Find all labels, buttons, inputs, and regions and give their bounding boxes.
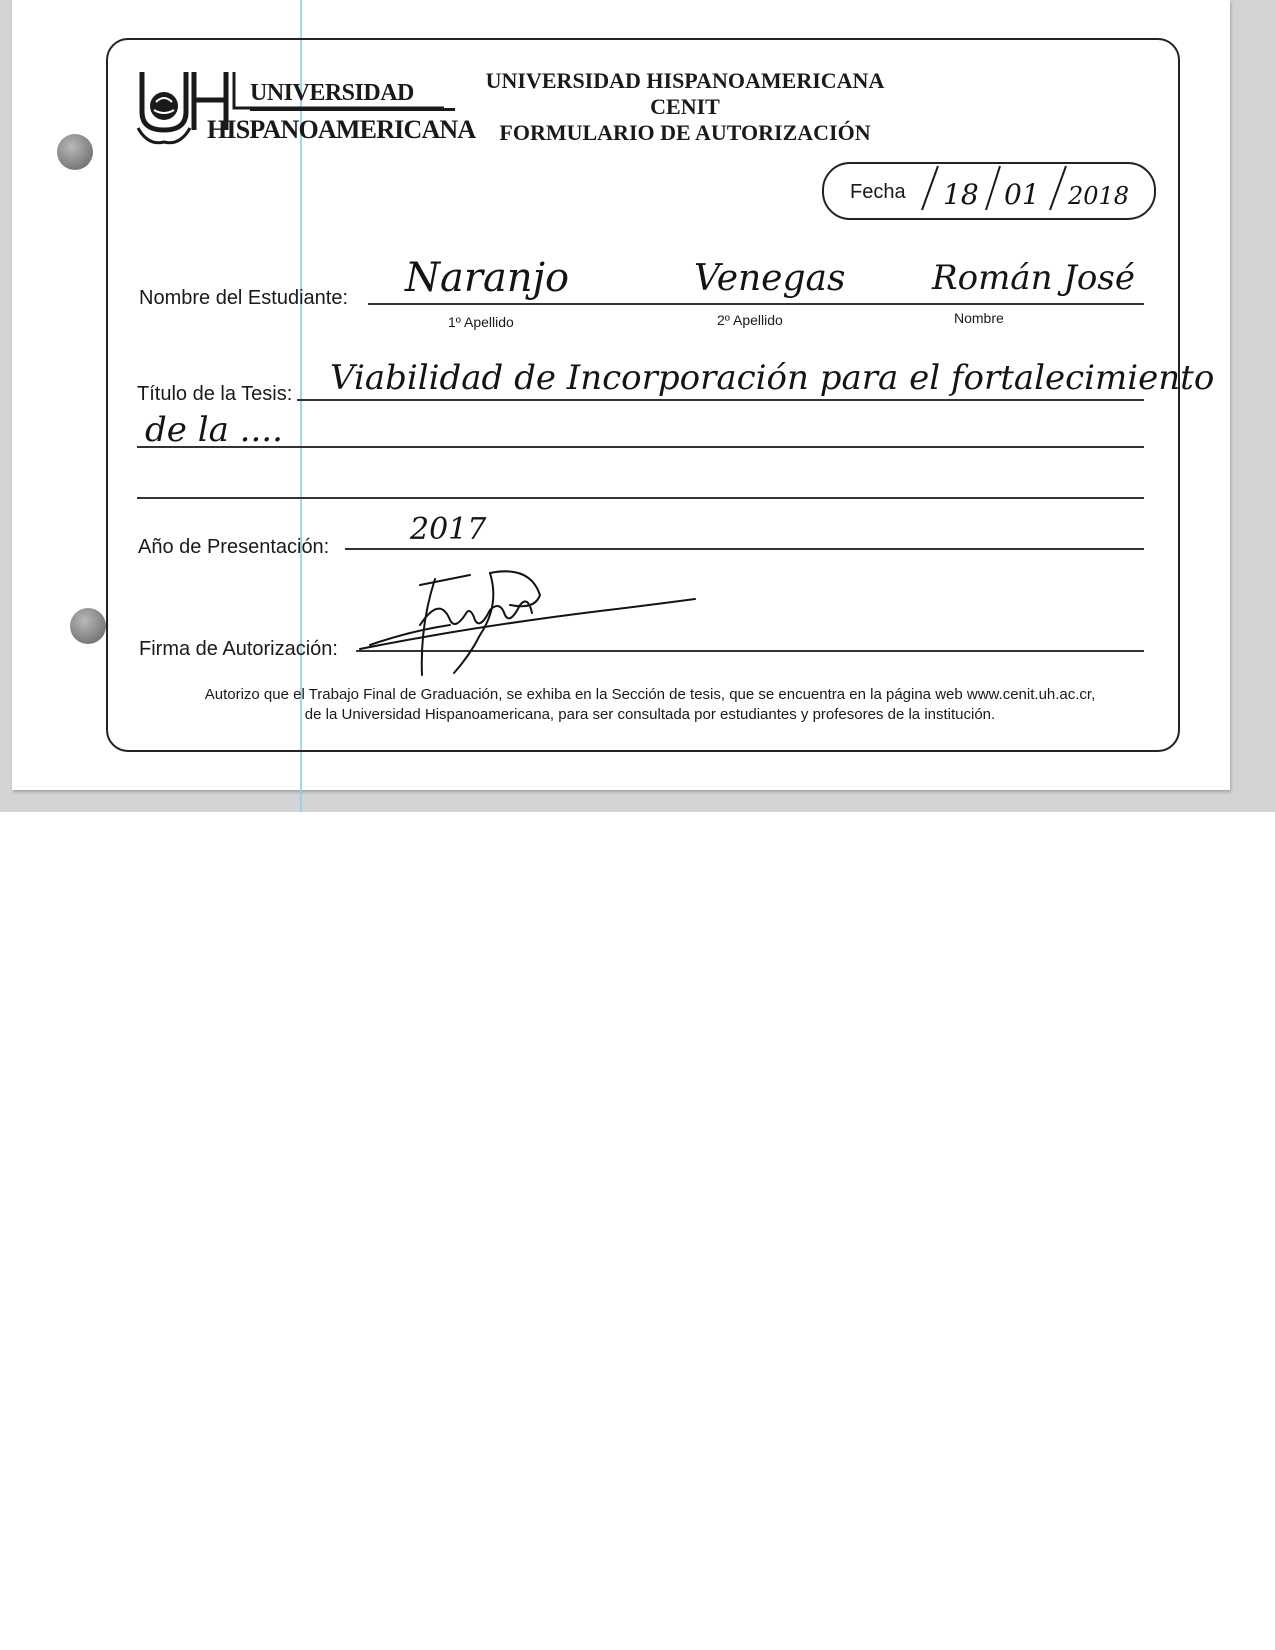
date-month: 01 [1004, 178, 1040, 211]
student-first-name: Román José [932, 258, 1135, 298]
first-name-caption: Nombre [954, 310, 1004, 326]
thesis-title-line-1 [297, 399, 1144, 401]
logo-text-universidad: UNIVERSIDAD [250, 80, 414, 106]
date-label: Fecha [850, 181, 906, 203]
thesis-title-text-1: Viabilidad de Incorporación para el fortalecimiento [330, 358, 1215, 398]
logo-text-hispanoamericana: HISPANOAMERICANA [207, 115, 476, 144]
presentation-year-label: Año de Presentación: [138, 536, 330, 558]
surname-1-caption: 1º Apellido [448, 314, 514, 330]
thesis-title-text-2: de la .... [145, 410, 283, 450]
punch-hole-bottom [70, 608, 106, 644]
date-year: 2018 [1068, 182, 1130, 210]
date-day: 18 [943, 178, 979, 211]
punch-hole-top [57, 134, 93, 170]
authorization-statement-line-1: Autorizo que el Trabajo Final de Graduación, se exhiba en la Sección de tesis, que se encuentra en la página web www.cenit.uh.ac.cr, [204, 686, 1096, 703]
header-subtitle: CENIT [650, 94, 720, 119]
authorization-signature [350, 565, 700, 680]
signature-label: Firma de Autorización: [139, 638, 338, 660]
student-surname-2: Venegas [694, 258, 846, 299]
authorization-statement-line-2: de la Universidad Hispanoamericana, para ser consultada por estudiantes y profesores de la institución. [304, 706, 996, 723]
student-name-label: Nombre del Estudiante: [139, 287, 349, 309]
form-title: FORMULARIO DE AUTORIZACIÓN [499, 120, 871, 145]
presentation-year-value: 2017 [410, 512, 487, 547]
surname-2-caption: 2º Apellido [717, 312, 783, 328]
presentation-year-line [345, 548, 1144, 550]
thesis-title-line-3 [137, 497, 1144, 499]
student-name-line [368, 303, 1144, 305]
thesis-title-label: Título de la Tesis: [137, 383, 293, 405]
thesis-title-line-2 [137, 446, 1144, 448]
logo-rule [250, 108, 455, 111]
student-surname-1: Naranjo [405, 255, 570, 301]
header-title: UNIVERSIDAD HISPANOAMERICANA [485, 68, 885, 93]
